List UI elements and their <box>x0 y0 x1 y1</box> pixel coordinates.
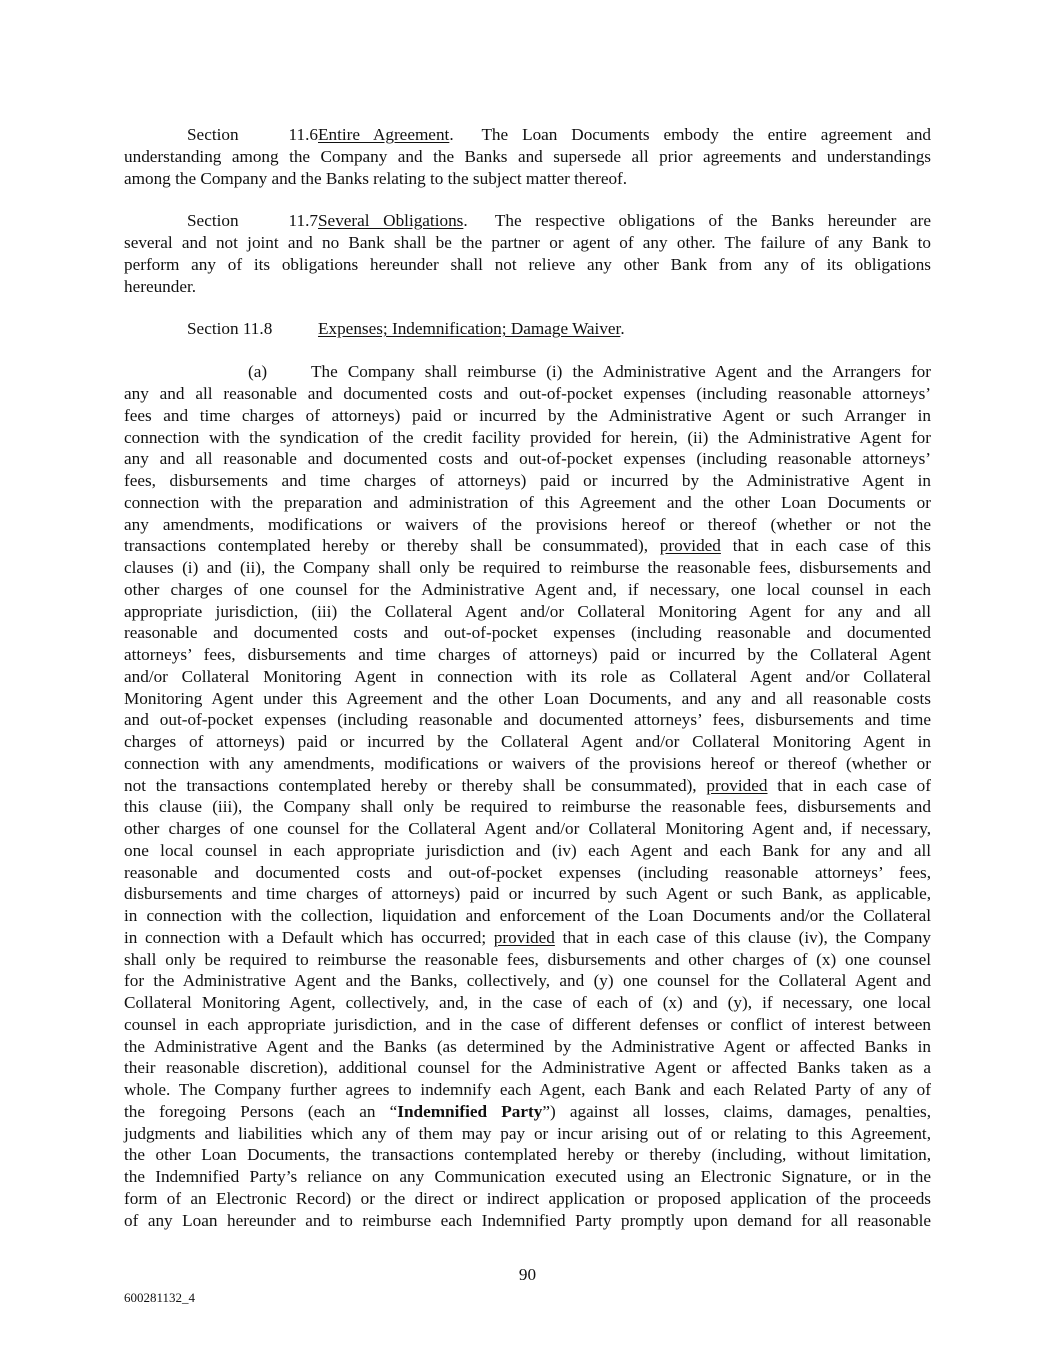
body-text: that in each case of this clause (iv), the Company <box>554 927 931 947</box>
body-line: and out-of-pocket expenses (including reasonable and documented attorneys’ fees, disbursements and time <box>124 710 931 730</box>
body-line: other charges of one counsel for the Collateral Agent and/or Collateral Monitoring Agent and, if necessary, <box>124 819 931 838</box>
body-line: whole. The Company further agrees to indemnify each Agent, each Bank and each Related Party of any of <box>124 1080 931 1099</box>
paragraph-a-first-line <box>248 361 931 383</box>
body-line: judgments and liabilities which any of them may pay or incur arising out of or relating to this Agreement, <box>124 1123 931 1143</box>
page-number: 90 <box>518 1265 537 1284</box>
body-line <box>124 775 931 797</box>
body-line: disbursements and time charges of attorneys) paid or incurred by such Agent or such Bank, as applicable, <box>124 884 931 904</box>
body-line: the Administrative Agent and the Banks (as determined by the Administrative Agent or affected Banks in <box>124 1036 931 1056</box>
section-number: Section 11.8 <box>187 319 273 338</box>
body-line: shall only be required to reimburse the reasonable fees, disbursements and other charges of (x) one counsel <box>124 949 931 969</box>
body-line: understanding among the Company and the Banks and supersede all prior agreements and understandings <box>124 147 931 166</box>
body-text: that in each case of <box>767 775 931 795</box>
body-line: reasonable and documented costs and out-of-pocket expenses (including reasonable and documented <box>124 623 931 643</box>
body-line <box>124 927 931 949</box>
body-line: counsel in each appropriate jurisdiction, and in the case of different defenses or conflict of interest between <box>124 1014 931 1034</box>
section-11-8-heading-line: Section 11.8 Expenses; Indemnification; Damage Waiver. <box>187 319 625 338</box>
body-line: perform any of its obligations hereunder shall not relieve any other Bank from any of its obligations <box>124 255 931 274</box>
body-line: the other Loan Documents, the transactions contemplated hereby or thereby (including, without limitation, <box>124 1145 931 1165</box>
body-line: connection with the preparation and administration of this Agreement and the other Loan Documents or <box>124 492 931 512</box>
body-line: any and all reasonable and documented costs and out-of-pocket expenses (including reasonable attorneys’ <box>124 384 931 403</box>
section-number: Section 11.7 <box>187 211 318 230</box>
body-line: their reasonable discretion), additional counsel for the Administrative Agent or affected Banks taken as a <box>124 1058 931 1078</box>
body-line: attorneys’ fees, disbursements and time charges of attorneys) paid or incurred by the Collateral Agent <box>124 645 931 664</box>
body-line: among the Company and the Banks relating to the subject matter thereof. <box>124 169 628 188</box>
section-title: Entire Agreement <box>318 125 450 144</box>
body-text: the foregoing Persons (each an “ <box>124 1101 398 1121</box>
section-title: Several Obligations <box>318 211 464 230</box>
body-line: fees and time charges of attorneys) paid or incurred by the Administrative Agent or such Arranger in <box>124 405 931 425</box>
body-line: any amendments, modifications or waivers of the provisions hereof or thereof (whether or not the <box>124 514 931 534</box>
body-line: reasonable and documented costs and out-of-pocket expenses (including reasonable attorneys’ fees, <box>124 862 931 882</box>
body-text: not the transactions contemplated hereby or thereby shall be consummated), <box>124 775 707 795</box>
body-line <box>124 1101 931 1123</box>
body-line: form of an Electronic Record) or the direct or indirect application or proposed application of the proceeds <box>124 1188 931 1208</box>
provided-term: provided <box>659 536 721 556</box>
body-line: the Indemnified Party’s reliance on any Communication executed using an Electronic Signature, or in the <box>124 1167 931 1186</box>
section-title: Expenses; Indemnification; Damage Waiver <box>318 319 621 338</box>
body-line: in connection with the collection, liquidation and enforcement of the Loan Documents and/or the Collateral <box>124 906 931 925</box>
body-line: other charges of one counsel for the Administrative Agent and, if necessary, one local counsel in each <box>124 579 931 599</box>
body-line: and/or Collateral Monitoring Agent in connection with its role as Collateral Agent and/or Collateral <box>124 666 931 686</box>
provided-term: provided <box>493 927 555 947</box>
body-line: several and not joint and no Bank shall be the partner or agent of any other. The failure of any Bank to <box>124 233 931 252</box>
section-number: Section 11.6 <box>187 125 318 144</box>
body-text: transactions contemplated hereby or thereby shall be consummated), <box>124 536 660 556</box>
section-11-7-heading-line: Section 11.7Several Obligations. The respective obligations of the Banks hereunder are <box>187 211 932 230</box>
defined-term: Indemnified Party <box>397 1101 543 1121</box>
body-line: for the Administrative Agent and the Banks, collectively, and (y) one counsel for the Collateral Agent and <box>124 971 931 991</box>
body-line <box>124 535 931 557</box>
body-line: clauses (i) and (ii), the Company shall only be required to reimburse the reasonable fees, disbursements and <box>124 558 931 577</box>
body-text: ”) against all losses, claims, damages, penalties, <box>542 1101 931 1121</box>
body-line: connection with any amendments, modifications or waivers of the provisions hereof or thereof (whether or <box>124 753 931 773</box>
body-line: Collateral Monitoring Agent, collectively, and, in the case of each of (x) and (y), if necessary, one local <box>124 993 931 1012</box>
section-11-6-heading-line: Section 11.6Entire Agreement. The Loan Documents embody the entire agreement and <box>187 125 932 144</box>
body-line: appropriate jurisdiction, (iii) the Collateral Agent and/or Collateral Monitoring Agent for any and all <box>124 601 931 621</box>
body-line: this clause (iii), the Company shall only be required to reimburse the reasonable fees, disbursements and <box>124 797 931 817</box>
body-text: The respective obligations of the Banks hereunder are <box>494 211 932 230</box>
body-line: hereunder. <box>124 277 197 296</box>
body-text: in connection with a Default which has occurred; <box>124 927 494 947</box>
body-line: Monitoring Agent under this Agreement and the other Loan Documents, and any and all reasonable costs <box>124 688 931 708</box>
body-line: connection with the syndication of the credit facility provided for herein, (ii) the Administrative Agent for <box>124 427 931 447</box>
body-line: one local counsel in each appropriate jurisdiction and (iv) each Agent and each Bank for any and all <box>124 840 931 860</box>
body-line: of any Loan hereunder and to reimburse each Indemnified Party promptly upon demand for all reasonable <box>124 1210 931 1230</box>
paragraph-label: (a) <box>248 362 268 381</box>
body-text: that in each case of this <box>720 536 931 556</box>
body-text: The Company shall reimburse (i) the Administrative Agent and the Arrangers for <box>311 362 931 381</box>
body-text: The Loan Documents embody the entire agreement and <box>481 125 932 144</box>
body-line: any and all reasonable and documented costs and out-of-pocket expenses (including reasonable attorneys’ <box>124 449 931 469</box>
document-id: 600281132_4 <box>124 1290 196 1305</box>
body-line: charges of attorneys) paid or incurred by the Collateral Agent and/or Collateral Monitoring Agent in <box>124 732 931 751</box>
provided-term: provided <box>706 775 768 795</box>
body-line: fees, disbursements and time charges of attorneys) paid or incurred by the Administrative Agent in <box>124 471 931 490</box>
